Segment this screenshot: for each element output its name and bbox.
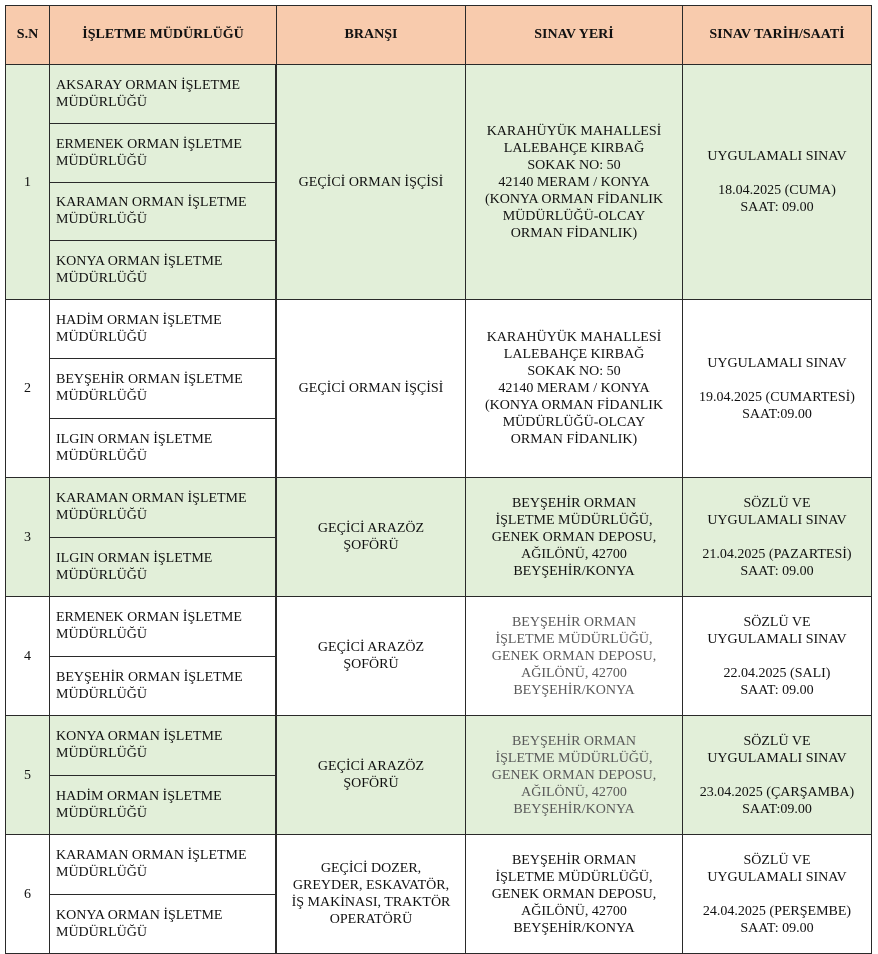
mudurluk-cell	[50, 835, 277, 954]
brans-text-line: GREYDER, ESKAVATÖR,	[292, 878, 450, 893]
sinav-yeri-line: BEYŞEHİR/KONYA	[513, 801, 635, 817]
mudurluk-cell	[50, 716, 277, 835]
sinav-yeri-line: BEYŞEHİR/KONYA	[513, 920, 635, 936]
mudurluk-item: KONYA ORMAN İŞLETME MÜDÜRLÜĞÜ	[50, 241, 276, 299]
sinav-yeri-line: SOKAK NO: 50	[527, 364, 621, 379]
header-sn: S.N	[6, 6, 50, 65]
brans-text: GEÇİCİ ORMAN İŞÇİSİ	[298, 174, 444, 190]
sinav-yeri-cell	[466, 597, 683, 716]
header-row	[6, 6, 872, 65]
spacer	[683, 767, 871, 784]
sinav-yeri-line: BEYŞEHİR/KONYA	[513, 682, 635, 698]
sinav-yeri-cell	[466, 300, 683, 478]
spacer	[683, 886, 871, 903]
sinav-yeri-line: BEYŞEHİR/KONYA	[513, 563, 635, 579]
sinav-tarih: 23.04.2025 (ÇARŞAMBA)	[699, 784, 855, 800]
sinav-tur-line: SÖZLÜ VE	[743, 733, 811, 749]
sinav-yeri-line: 42140 MERAM / KONYA	[498, 381, 650, 396]
sinav-yeri-line: KARAHÜYÜK MAHALLESİ	[486, 330, 662, 345]
mudurluk-item: AKSARAY ORMAN İŞLETME MÜDÜRLÜĞÜ	[50, 65, 276, 124]
sinav-tarih: 22.04.2025 (SALI)	[723, 665, 831, 681]
sinav-tur-line: UYGULAMALI SINAV	[707, 869, 847, 885]
sn-cell: 3	[6, 478, 50, 597]
brans-text-line: ŞOFÖRÜ	[343, 538, 399, 553]
header-sinav-yeri: SINAV YERİ	[466, 6, 683, 65]
sinav-saat: SAAT: 09.00	[740, 200, 814, 215]
table-row	[6, 597, 872, 716]
sinav-yeri-line: MÜDÜRLÜĞÜ-OLCAY	[502, 208, 646, 224]
sinav-yeri-line: AĞILÖNÜ, 42700	[521, 903, 627, 919]
sinav-yeri-line: MÜDÜRLÜĞÜ-OLCAY	[502, 415, 646, 430]
table-row	[6, 716, 872, 835]
sinav-yeri-line: BEYŞEHİR ORMAN	[511, 852, 637, 868]
sinav-yeri-line: (KONYA ORMAN FİDANLIK	[484, 191, 664, 207]
mudurluk-item: BEYŞEHİR ORMAN İŞLETME MÜDÜRLÜĞÜ	[50, 359, 276, 418]
brans-text-line: GEÇİCİ DOZER,	[320, 861, 422, 876]
sinav-tarih: 24.04.2025 (PERŞEMBE)	[702, 903, 852, 919]
sinav-yeri-line: KARAHÜYÜK MAHALLESİ	[486, 123, 662, 139]
mudurluk-item: ERMENEK ORMAN İŞLETME MÜDÜRLÜĞÜ	[50, 597, 276, 657]
sinav-tur-line: SÖZLÜ VE	[743, 495, 811, 511]
sinav-tur-line: UYGULAMALI SINAV	[707, 631, 847, 647]
spacer	[683, 529, 871, 546]
sinav-yeri-line: GENEK ORMAN DEPOSU,	[491, 767, 657, 783]
sinav-yeri-line: İŞLETME MÜDÜRLÜĞÜ,	[495, 512, 653, 528]
sn-cell: 2	[6, 300, 50, 478]
sinav-yeri-line: BEYŞEHİR ORMAN	[511, 614, 637, 630]
sinav-saat: SAAT: 09.00	[740, 563, 814, 579]
table-row	[6, 835, 872, 954]
sinav-tur-line: SÖZLÜ VE	[743, 614, 811, 630]
mudurluk-item: HADİM ORMAN İŞLETME MÜDÜRLÜĞÜ	[50, 300, 276, 359]
sn-cell: 5	[6, 716, 50, 835]
sinav-yeri-line: ORMAN FİDANLIK)	[510, 225, 638, 241]
table-row	[6, 478, 872, 597]
sinav-yeri-line: 42140 MERAM / KONYA	[498, 174, 650, 190]
exam-schedule-table	[5, 5, 872, 954]
sinav-yeri-line: SOKAK NO: 50	[527, 157, 621, 173]
sinav-yeri-cell	[466, 835, 683, 954]
sinav-tarih-cell	[683, 597, 872, 716]
sinav-tur: UYGULAMALI SINAV	[707, 355, 847, 371]
mudurluk-item: ILGIN ORMAN İŞLETME MÜDÜRLÜĞÜ	[50, 419, 276, 477]
mudurluk-item: KARAMAN ORMAN İŞLETME MÜDÜRLÜĞÜ	[50, 478, 276, 538]
sinav-saat: SAAT: 09.00	[740, 920, 814, 936]
sinav-saat: SAAT: 09.00	[740, 682, 814, 698]
brans-text: GEÇİCİ ORMAN İŞÇİSİ	[298, 381, 444, 396]
brans-cell	[277, 65, 466, 300]
brans-cell	[277, 300, 466, 478]
brans-text-line: GEÇİCİ ARAZÖZ	[317, 521, 425, 536]
header-mudurluk: İŞLETME MÜDÜRLÜĞÜ	[50, 6, 277, 65]
mudurluk-item: BEYŞEHİR ORMAN İŞLETME MÜDÜRLÜĞÜ	[50, 657, 276, 716]
sinav-tarih-cell	[683, 716, 872, 835]
mudurluk-cell	[50, 65, 277, 300]
mudurluk-item: KONYA ORMAN İŞLETME MÜDÜRLÜĞÜ	[50, 716, 276, 776]
brans-text-line: GEÇİCİ ARAZÖZ	[317, 640, 425, 655]
table-row	[6, 300, 872, 478]
sinav-yeri-line: BEYŞEHİR ORMAN	[511, 733, 637, 749]
header-sinav-tarih: SINAV TARİH/SAATİ	[683, 6, 872, 65]
sinav-yeri-line: BEYŞEHİR ORMAN	[511, 495, 637, 511]
sinav-tarih-cell	[683, 65, 872, 300]
sinav-tarih: 18.04.2025 (CUMA)	[718, 183, 836, 198]
brans-cell	[277, 478, 466, 597]
sinav-yeri-line: GENEK ORMAN DEPOSU,	[491, 529, 657, 545]
sinav-yeri-line: LALEBAHÇE KIRBAĞ	[503, 347, 645, 362]
mudurluk-cell	[50, 300, 277, 478]
brans-cell	[277, 835, 466, 954]
sinav-tarih-cell	[683, 835, 872, 954]
brans-text-line: OPERATÖRÜ	[329, 912, 413, 927]
sn-cell: 1	[6, 65, 50, 300]
mudurluk-cell	[50, 478, 277, 597]
header-brans: BRANŞI	[277, 6, 466, 65]
sinav-yeri-line: AĞILÖNÜ, 42700	[521, 546, 627, 562]
mudurluk-item: KONYA ORMAN İŞLETME MÜDÜRLÜĞÜ	[50, 895, 276, 954]
spacer	[683, 372, 871, 389]
sinav-yeri-cell	[466, 65, 683, 300]
sn-cell: 6	[6, 835, 50, 954]
sinav-saat: SAAT:09.00	[742, 406, 812, 422]
sinav-tarih: 19.04.2025 (CUMARTESİ)	[699, 389, 855, 405]
brans-text-line: İŞ MAKİNASI, TRAKTÖR	[291, 895, 451, 910]
sinav-yeri-line: İŞLETME MÜDÜRLÜĞÜ,	[495, 750, 653, 766]
sinav-yeri-line: LALEBAHÇE KIRBAĞ	[503, 140, 645, 156]
brans-text-line: ŞOFÖRÜ	[343, 657, 399, 672]
table-row	[6, 65, 872, 300]
mudurluk-item: ERMENEK ORMAN İŞLETME MÜDÜRLÜĞÜ	[50, 124, 276, 183]
sinav-yeri-cell	[466, 716, 683, 835]
sinav-yeri-line: (KONYA ORMAN FİDANLIK	[484, 398, 664, 413]
brans-text-line: ŞOFÖRÜ	[343, 776, 399, 791]
sinav-yeri-cell	[466, 478, 683, 597]
sinav-tarih-cell	[683, 478, 872, 597]
mudurluk-item: KARAMAN ORMAN İŞLETME MÜDÜRLÜĞÜ	[50, 835, 276, 895]
sinav-tur: UYGULAMALI SINAV	[707, 149, 847, 164]
sinav-yeri-line: GENEK ORMAN DEPOSU,	[491, 886, 657, 902]
sinav-tur-line: UYGULAMALI SINAV	[707, 750, 847, 766]
sinav-yeri-line: İŞLETME MÜDÜRLÜĞÜ,	[495, 631, 653, 647]
brans-cell	[277, 716, 466, 835]
mudurluk-item: ILGIN ORMAN İŞLETME MÜDÜRLÜĞÜ	[50, 538, 276, 597]
sinav-saat: SAAT:09.00	[742, 801, 812, 817]
sinav-yeri-line: GENEK ORMAN DEPOSU,	[491, 648, 657, 664]
sinav-yeri-line: ORMAN FİDANLIK)	[510, 432, 638, 447]
sinav-tur-line: SÖZLÜ VE	[743, 852, 811, 868]
sn-cell: 4	[6, 597, 50, 716]
sinav-tarih-cell	[683, 300, 872, 478]
sinav-yeri-line: AĞILÖNÜ, 42700	[521, 665, 627, 681]
brans-cell	[277, 597, 466, 716]
mudurluk-item: HADİM ORMAN İŞLETME MÜDÜRLÜĞÜ	[50, 776, 276, 835]
mudurluk-item: KARAMAN ORMAN İŞLETME MÜDÜRLÜĞÜ	[50, 183, 276, 242]
mudurluk-cell	[50, 597, 277, 716]
spacer	[683, 165, 871, 182]
spacer	[683, 648, 871, 665]
brans-text-line: GEÇİCİ ARAZÖZ	[317, 759, 425, 774]
sinav-yeri-line: AĞILÖNÜ, 42700	[521, 784, 627, 800]
sinav-tarih: 21.04.2025 (PAZARTESİ)	[702, 546, 852, 562]
sinav-tur-line: UYGULAMALI SINAV	[707, 512, 847, 528]
sinav-yeri-line: İŞLETME MÜDÜRLÜĞÜ,	[495, 869, 653, 885]
